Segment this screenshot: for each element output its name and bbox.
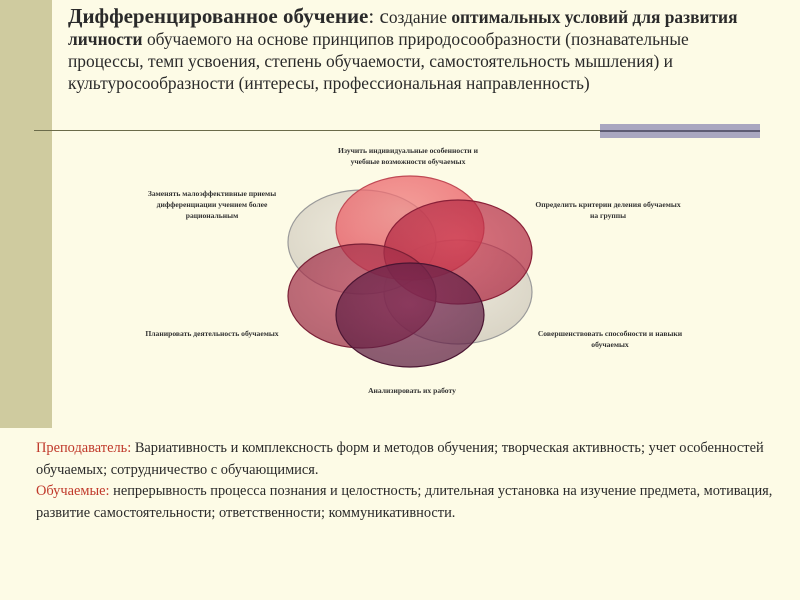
label-replace-methods: Заменять малоэффективные приемы дифференциации учением более рациональным bbox=[147, 189, 277, 220]
title-cap-letter: с bbox=[379, 4, 389, 28]
label-improve-skills: Совершенствовать способности и навыки обучаемых bbox=[537, 329, 683, 349]
circle-bottom bbox=[336, 263, 484, 367]
label-study-individual: Изучить индивидуальные особенности и учебные возможности обучаемых bbox=[338, 146, 478, 166]
students-text: непрерывность процесса познания и целостность; длительная установка на изучение предмета, мотивация, развитие самостоятельности; ответственности; коммуникативности. bbox=[36, 483, 773, 521]
teacher-paragraph bbox=[36, 438, 776, 481]
label-define-criteria: Определить критерии деления обучаемых на группы bbox=[535, 200, 681, 220]
label-plan-activity: Планировать деятельность обучаемых bbox=[145, 329, 279, 338]
label-analyze-work: Анализировать их работу bbox=[368, 386, 456, 395]
students-paragraph bbox=[36, 481, 776, 524]
teacher-label: Преподаватель: bbox=[36, 440, 132, 456]
teacher-text: Вариативность и комплексность форм и методов обучения; творческая активность; учет особенностей обучаемых; сотрудничество с обучающимися. bbox=[36, 440, 764, 478]
title-text: оздание bbox=[388, 7, 452, 27]
title-rest: обучаемого на основе принципов природосообразности (познавательные процессы, темп усвоения, степень обучаемости, самостоятельность мышления) и культуросообразности (интересы, профессиональная направленность) bbox=[68, 29, 689, 93]
students-label: Обучаемые: bbox=[36, 483, 110, 500]
roles-text bbox=[36, 438, 776, 524]
title-bold-text: оптимальных условий для развития личности bbox=[68, 7, 738, 49]
title-colon: : bbox=[368, 4, 380, 28]
title-term: Дифференцированное обучение bbox=[68, 4, 369, 28]
